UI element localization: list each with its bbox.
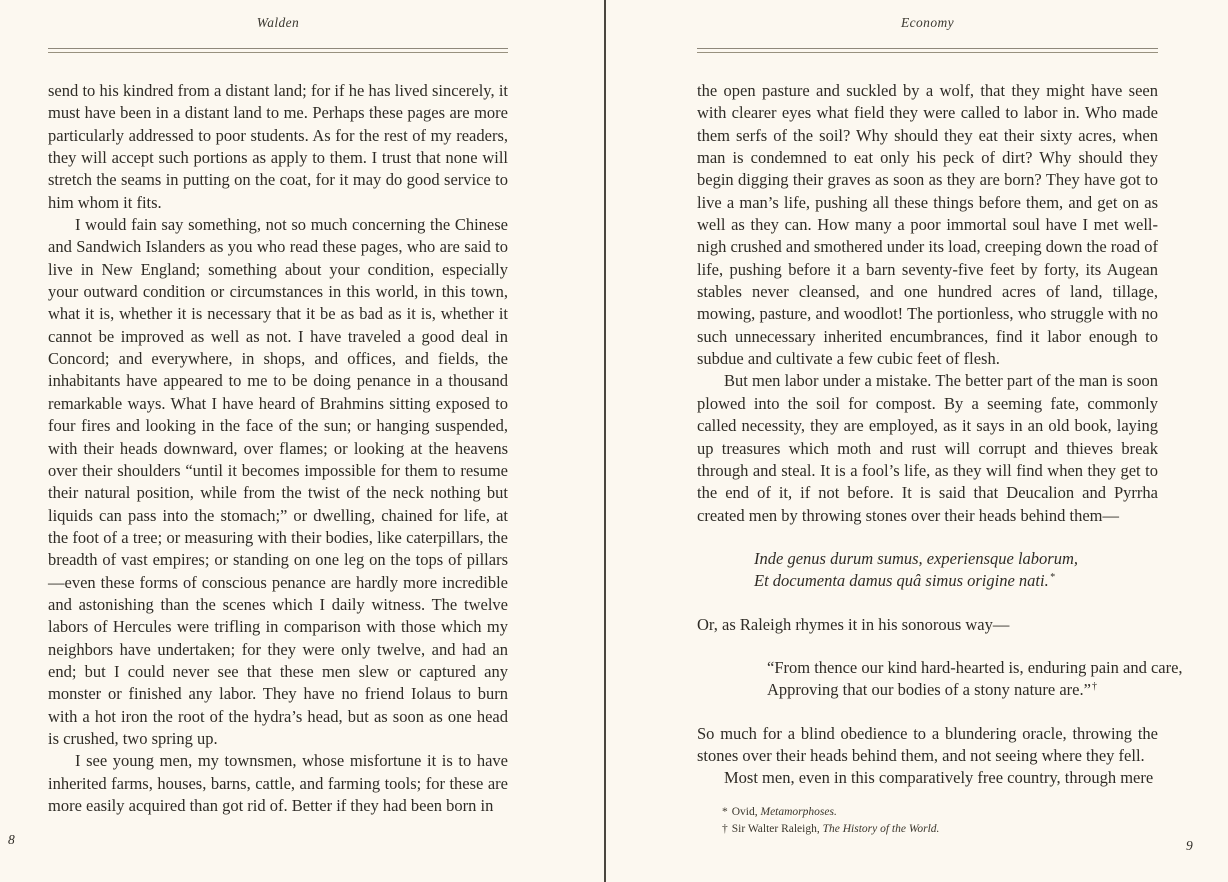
footnote-work-title: Metamorphoses. [760, 805, 837, 818]
footnote-text: Ovid, [731, 805, 761, 818]
footnote-reference-asterisk: * [1049, 571, 1055, 583]
verse-line: Inde genus durum sumus, experiensque laborum, [754, 548, 1078, 568]
paragraph: I would fain say something, not so much concerning the Chinese and Sandwich Islanders as you who read these pages, who are said to live in New England; something about your condition, especially your outward condition or circumstances in this world, in this town, what it is, whether it is necessary that it be as bad as it is, whether it cannot be improved as well as not. I have traveled a good deal in Concord; and everywhere, in shops, and offices, and fields, the inhabitants have appeared to me to be doing penance in a thousand remarkable ways. What I have heard of Brahmins sitting exposed to four fires and looking in the face of the sun; or hanging suspended, with their heads downward, over flames; or looking at the heavens over their shoulders “until it becomes impossible for them to resume their natural position, while from the twist of the neck nothing but liquids can pass into the stomach;” or dwelling, chained for life, at the foot of a tree; or measuring with their bodies, like caterpillars, the breadth of vast empires; or standing on one leg on the tops of pillars—even these forms of conscious penance are hardly more incredible and astonishing than the scenes which I daily witness. The twelve labors of Hercules were trifling in comparison with those which my neighbors have undertaken; for they were only twelve, and had an end; but I could never see that these men slew or captured any monster or finished any labor. They have no friend Iolaus to burn with a hot iron the root of the hydra’s head, but as soon as one head is crushed, two spring up. [48, 215, 508, 748]
left-page-body [48, 80, 508, 817]
running-header-right: Economy [900, 15, 955, 30]
running-header-left: Walden [256, 15, 300, 30]
header-rule-left [48, 48, 508, 53]
page-number-right: 9 [1186, 838, 1193, 853]
left-page [48, 0, 508, 817]
page-number-left: 8 [8, 832, 15, 847]
footnote-reference-dagger: † [1091, 680, 1097, 692]
latin-verse [754, 548, 1158, 593]
paragraph: Or, as Raleigh rhymes it in his sonorous way— [697, 614, 1010, 634]
english-verse [767, 657, 1183, 702]
paragraph: So much for a blind obedience to a blundering oracle, throwing the stones over their heads behind them, and not seeing where they fell. [697, 723, 1158, 765]
paragraph: Most men, even in this comparatively free country, through mere [724, 768, 1154, 788]
footnote-work-title: The History of the World. [822, 823, 940, 836]
footnote-text: Sir Walter Raleigh, [731, 823, 823, 836]
paragraph: the open pasture and suckled by a wolf, that they might have seen with clearer eyes what field they were called to labor in. Who made them serfs of the soil? Why should they eat their sixty acres, when man is condemned to eat only his peck of dirt? Why should they begin digging their graves as soon as they are born? They have got to live a man’s life, pushing all these things before them, and get on as well as they can. How many a poor immortal soul have I met well-nigh crushed and smothered under its load, creeping down the road of life, pushing before it a barn seventy-five feet by forty, its Augean stables never cleansed, and one hundred acres of land, tillage, mowing, pasture, and woodlot! The portionless, who struggle with no such unnecessary inherited encumbrances, find it labor enough to subdue and cultivate a few cubic feet of flesh. [697, 81, 1158, 369]
verse-line [767, 679, 1158, 701]
gutter-divider [604, 0, 606, 882]
footnote [722, 821, 1158, 839]
verse-line [754, 570, 1158, 592]
verse-text: Approving that our bodies of a stony nature are.” [767, 680, 1091, 700]
right-page [697, 0, 1183, 839]
paragraph: send to his kindred from a distant land; for if he has lived sincerely, it must have been in a distant land to me. Perhaps these pages are more particularly addressed to poor students. As for the rest of my readers, they will accept such portions as apply to them. I trust that none will stretch the seams in putting on the coat, for it may do good service to him whom it fits. [48, 81, 508, 212]
paragraph: But men labor under a mistake. The better part of the man is soon plowed into the soil for compost. By a seeming fate, commonly called necessity, they are employed, as it says in an old book, laying up treasures which moth and rust will corrupt and thieves break through and steal. It is a fool’s life, as they will find when they get to the end of it, if not before. It is said that Deucalion and Pyrrha created men by throwing stones over their heads behind them— [697, 371, 1158, 525]
right-page-body [697, 80, 1183, 839]
footnotes [722, 804, 1158, 839]
header-rule-right [697, 48, 1158, 53]
verse-line: “From thence our kind hard-hearted is, enduring pain and care, [767, 657, 1183, 677]
verse-text: Et documenta damus quâ simus origine nati. [754, 571, 1049, 591]
paragraph: I see young men, my townsmen, whose misfortune it is to have inherited farms, houses, barns, cattle, and farming tools; for these are more easily acquired than got rid of. Better if they had been born in [48, 751, 508, 815]
footnote [722, 804, 1158, 822]
footnote-marker: * [722, 805, 728, 818]
footnote-marker: † [722, 823, 728, 836]
